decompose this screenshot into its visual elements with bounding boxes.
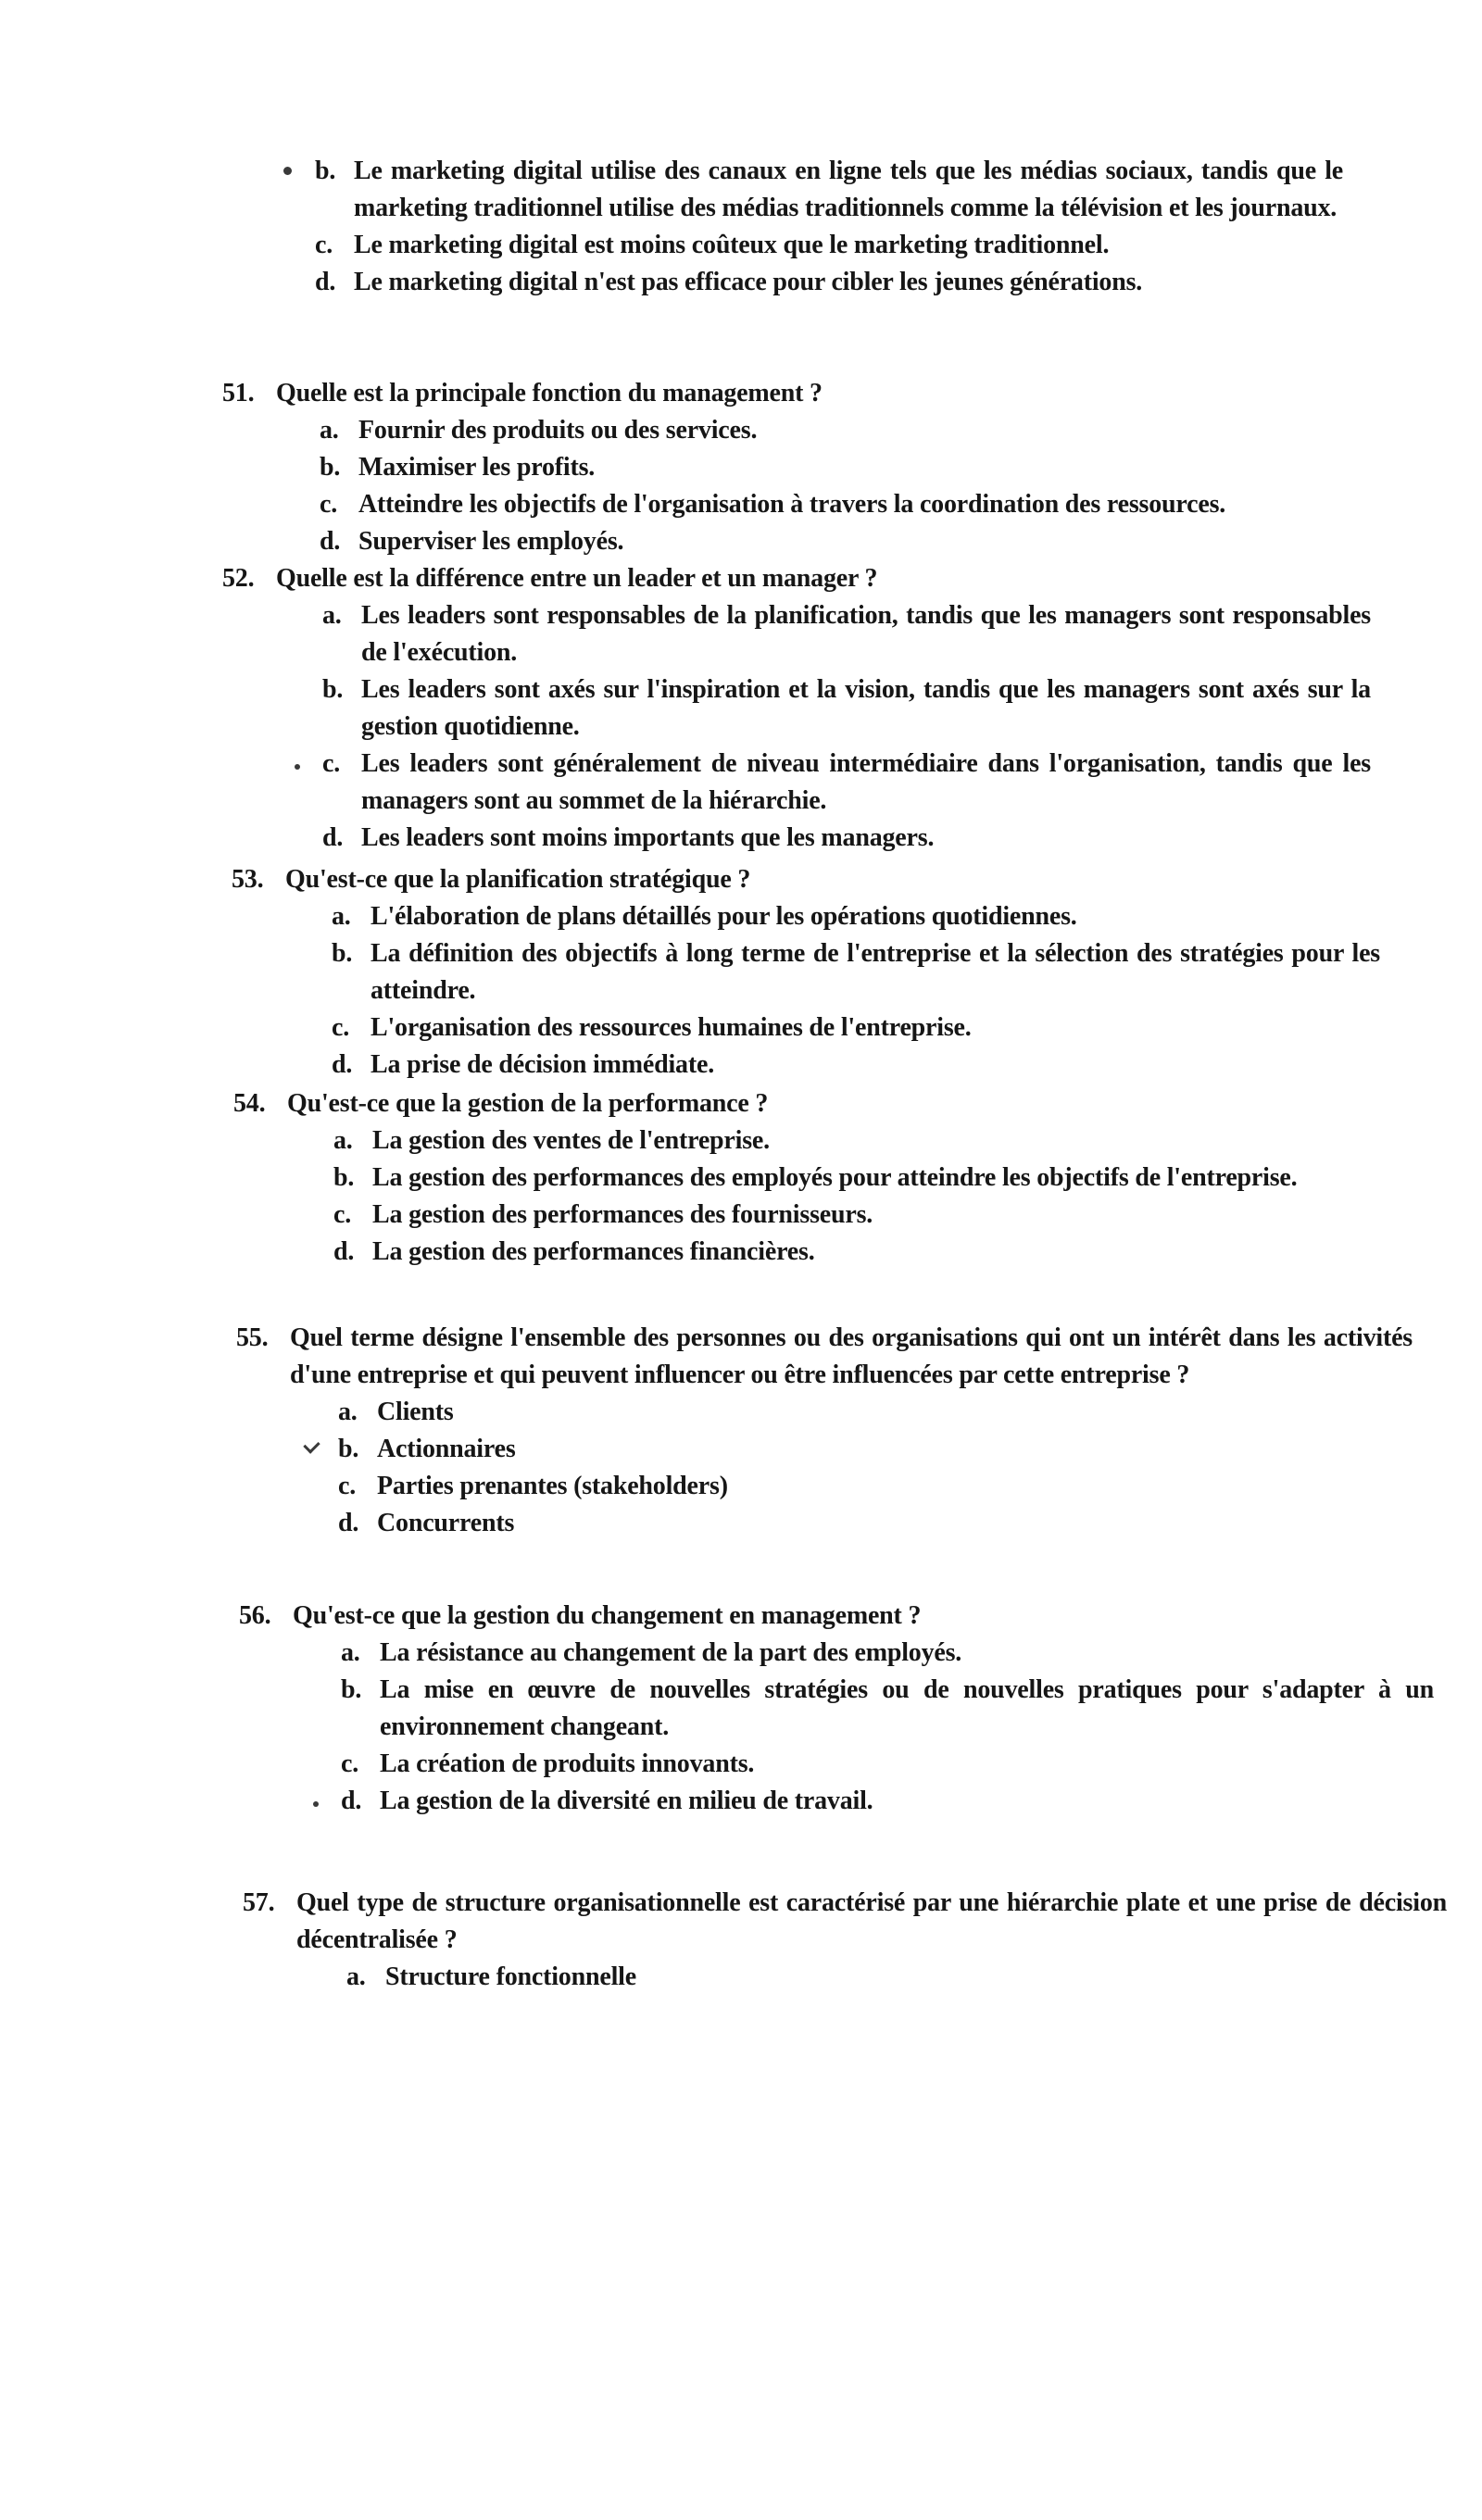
option-a (338, 1394, 1413, 1431)
question-52 (222, 560, 1371, 857)
option-text: La définition des objectifs à long terme de l'entreprise et la sélection des stratégies pour les atteindre. (370, 939, 1380, 1005)
option-c (338, 1468, 1413, 1505)
option-text: Les leaders sont axés sur l'inspiration et la vision, tandis que les managers sont axés sur la gestion quotidienne. (361, 675, 1371, 741)
option-c (320, 486, 1371, 523)
question-text: Qu'est-ce que la gestion du changement en management ? (293, 1601, 922, 1630)
option-text: L'élaboration de plans détaillés pour les opérations quotidiennes. (370, 902, 1077, 931)
option-text: Fournir des produits ou des services. (358, 416, 758, 445)
question-heading (243, 1885, 1447, 1959)
option-letter: a. (341, 1638, 360, 1667)
question-57 (243, 1885, 1447, 1996)
option-letter: d. (315, 268, 336, 296)
question-51 (222, 375, 1371, 560)
option-d (320, 523, 1371, 560)
question-56 (239, 1598, 1434, 1820)
option-b (341, 1672, 1434, 1746)
option-letter: c. (338, 1472, 357, 1500)
option-a (320, 412, 1371, 449)
question-heading (233, 1085, 1382, 1122)
question-text: Quelle est la différence entre un leader et un manager ? (276, 564, 878, 593)
option-letter: a. (320, 416, 339, 445)
option-text: La gestion des performances des employés pour atteindre les objectifs de l'entreprise. (372, 1163, 1298, 1192)
question-54 (233, 1085, 1382, 1271)
option-letter: a. (346, 1962, 366, 1991)
options-list (333, 1122, 1382, 1271)
option-letter: b. (338, 1435, 359, 1463)
option-a (333, 1122, 1382, 1160)
hand-mark-icon (283, 167, 292, 175)
option-text: Concurrents (377, 1509, 515, 1537)
option-d (341, 1783, 1434, 1820)
option-text: Parties prenantes (stakeholders) (377, 1472, 728, 1500)
question-heading (222, 560, 1371, 597)
option-letter: b. (341, 1675, 362, 1704)
options-list (320, 412, 1371, 560)
option-text: Actionnaires (377, 1435, 516, 1463)
question-55 (236, 1320, 1413, 1542)
checkmark-icon (303, 1436, 320, 1453)
option-text: La mise en œuvre de nouvelles stratégies ou de nouvelles pratiques pour s'adapter à un environnement changeant. (380, 1675, 1434, 1741)
question-heading (222, 375, 1371, 412)
option-text: Superviser les employés. (358, 527, 624, 556)
option-letter: d. (333, 1237, 355, 1266)
option-letter: a. (332, 902, 351, 931)
option-b (332, 935, 1380, 1009)
option-letter: b. (320, 453, 341, 482)
question-number: 52. (222, 564, 255, 593)
option-text: Les leaders sont généralement de niveau intermédiaire dans l'organisation, tandis que les managers sont au sommet de la hiérarchie. (361, 749, 1371, 815)
option-c (322, 746, 1371, 820)
option-b (338, 1431, 1413, 1468)
option-letter: c. (333, 1200, 352, 1229)
question-text: Quel type de structure organisationnelle est caractérisé par une hiérarchie plate et une prise de décision décentralisée ? (296, 1888, 1447, 1954)
option-letter: c. (332, 1013, 350, 1042)
options-list (332, 898, 1380, 1084)
option-letter: c. (341, 1749, 359, 1778)
option-text: L'organisation des ressources humaines de l'entreprise. (370, 1013, 972, 1042)
option-letter: b. (315, 157, 336, 185)
option-letter: d. (332, 1050, 353, 1079)
option-text: La gestion des performances financières. (372, 1237, 815, 1266)
option-letter: a. (338, 1398, 358, 1426)
option-text: La gestion des performances des fournisseurs. (372, 1200, 873, 1229)
options-list (341, 1635, 1434, 1820)
option-text: La résistance au changement de la part des employés. (380, 1638, 962, 1667)
question-heading (239, 1598, 1434, 1635)
option-text: Les leaders sont responsables de la planification, tandis que les managers sont responsables de l'exécution. (361, 601, 1371, 667)
question-number: 51. (222, 379, 255, 407)
options-list (322, 597, 1371, 857)
option-letter: c. (322, 749, 341, 778)
options-list (338, 1394, 1413, 1542)
option-letter: b. (332, 939, 353, 968)
option-text: Atteindre les objectifs de l'organisation à travers la coordination des ressources. (358, 490, 1226, 519)
option-text: Les leaders sont moins importants que les managers. (361, 823, 935, 852)
hand-mark-icon (295, 764, 300, 770)
option-letter: c. (315, 231, 333, 259)
option-letter: a. (322, 601, 342, 630)
question-heading (236, 1320, 1413, 1394)
option-text: Le marketing digital n'est pas efficace pour cibler les jeunes générations. (354, 268, 1143, 296)
option-b (322, 671, 1371, 746)
option-letter: d. (341, 1787, 362, 1815)
option-text: La gestion des ventes de l'entreprise. (372, 1126, 770, 1155)
options-list (315, 153, 1343, 301)
option-a (322, 597, 1371, 671)
option-text: Le marketing digital est moins coûteux que le marketing traditionnel. (354, 231, 1110, 259)
option-text: Maximiser les profits. (358, 453, 596, 482)
question-text: Quelle est la principale fonction du management ? (276, 379, 823, 407)
question-number: 54. (233, 1089, 266, 1118)
option-d (322, 820, 1371, 857)
option-b (315, 153, 1343, 227)
option-a (332, 898, 1380, 935)
option-a (341, 1635, 1434, 1672)
option-text: La prise de décision immédiate. (370, 1050, 714, 1079)
option-d (338, 1505, 1413, 1542)
option-letter: c. (320, 490, 338, 519)
option-text: Structure fonctionnelle (385, 1962, 636, 1991)
question-number: 56. (239, 1601, 271, 1630)
question-number: 55. (236, 1323, 269, 1352)
question-text: Qu'est-ce que la gestion de la performance ? (287, 1089, 769, 1118)
option-letter: a. (333, 1126, 353, 1155)
question-number: 53. (232, 865, 264, 894)
option-text: Le marketing digital utilise des canaux en ligne tels que les médias sociaux, tandis que le marketing traditionnel utilise des médias traditionnels comme la télévision et les journaux. (354, 157, 1343, 222)
option-a (346, 1959, 1447, 1996)
option-letter: b. (322, 675, 344, 704)
question-53 (232, 861, 1380, 1084)
option-d (332, 1047, 1380, 1084)
option-c (315, 227, 1343, 264)
option-b (333, 1160, 1382, 1197)
option-letter: d. (320, 527, 341, 556)
option-letter: d. (338, 1509, 359, 1537)
option-text: Clients (377, 1398, 454, 1426)
option-c (341, 1746, 1434, 1783)
option-letter: b. (333, 1163, 355, 1192)
option-text: La gestion de la diversité en milieu de travail. (380, 1787, 873, 1815)
question-text: Quel terme désigne l'ensemble des personnes ou des organisations qui ont un intérêt dans les activités d'une entreprise et qui peuvent influencer ou être influencées par cette entreprise ? (290, 1323, 1413, 1389)
option-c (332, 1009, 1380, 1047)
question-number: 57. (243, 1888, 275, 1917)
option-d (333, 1234, 1382, 1271)
option-letter: d. (322, 823, 344, 852)
question-heading (232, 861, 1380, 898)
option-text: La création de produits innovants. (380, 1749, 755, 1778)
hand-mark-icon (313, 1801, 319, 1807)
option-c (333, 1197, 1382, 1234)
question-50-continued (315, 153, 1343, 301)
option-d (315, 264, 1343, 301)
options-list (346, 1959, 1447, 1996)
option-b (320, 449, 1371, 486)
question-text: Qu'est-ce que la planification stratégique ? (285, 865, 751, 894)
